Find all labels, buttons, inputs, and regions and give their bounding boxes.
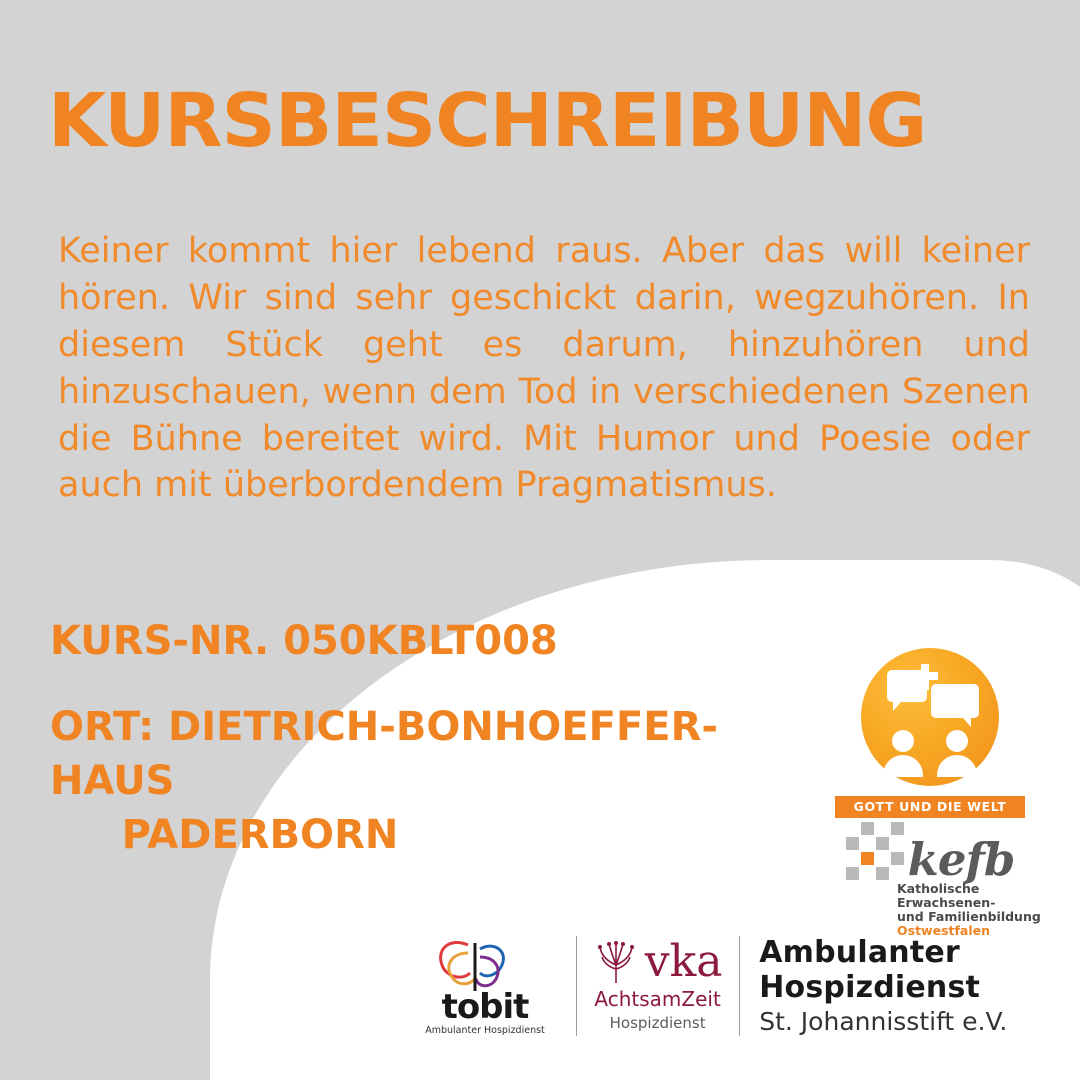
vka-logo	[593, 936, 723, 1032]
course-description: Keiner kommt hier lebend raus. Aber das will keiner hören. Wir sind sehr geschickt darin, wegzuhören. In diesem Stück geht es darum, hinzuhören und hinzuschauen, wenn dem Tod in verschiedenen Szenen die Bühne bereitet wird. Mit Humor und Poesie oder auch mit überbordendem Pragmatismus.	[58, 231, 1030, 506]
vka-subtitle: Hospizdienst	[609, 1014, 706, 1032]
kefb-tagline: GOTT UND DIE WELT	[835, 796, 1025, 818]
kefb-subtitle-line2: und Familienbildung	[897, 909, 1041, 924]
hospizdienst-line2: St. Johannisstift e.V.	[759, 1007, 1008, 1036]
course-number: KURS-NR. 050KBLT008	[50, 618, 558, 664]
divider	[739, 936, 740, 1036]
tobit-wordmark: tobit	[441, 987, 529, 1027]
kefb-subtitle-line1: Katholische Erwachsenen-	[897, 881, 996, 910]
kefb-circle-icon	[861, 648, 999, 786]
course-location	[50, 700, 810, 862]
page-title: KURSBESCHREIBUNG	[48, 78, 927, 164]
vka-name: AchtsamZeit	[594, 987, 721, 1011]
kefb-wordmark: kefb	[907, 832, 1015, 886]
speech-bubble-icon	[887, 670, 927, 702]
tobit-logo	[410, 935, 560, 1036]
kefb-subtitle	[897, 882, 1055, 938]
course-location-line1: ORT: DIETRICH-BONHOEFFER-HAUS	[50, 704, 718, 804]
person-icon	[883, 730, 923, 772]
person-icon	[937, 730, 977, 772]
partner-logos	[410, 935, 1080, 1036]
kefb-region: Ostwestfalen	[897, 923, 991, 938]
speech-bubble-icon	[931, 684, 979, 718]
kefb-logo	[805, 648, 1055, 938]
vka-wordmark: vka	[644, 936, 723, 987]
hospizdienst-logo	[755, 935, 1080, 1036]
tree-icon	[593, 939, 639, 985]
tobit-subtitle: Ambulanter Hospizdienst	[425, 1025, 545, 1036]
hospizdienst-line1: Ambulanter Hospizdienst	[759, 935, 981, 1005]
divider	[576, 936, 577, 1036]
vka-top-row	[593, 936, 723, 987]
course-location-line2: PADERBORN	[121, 812, 399, 858]
butterfly-icon	[410, 935, 560, 1001]
kefb-wordmark-row	[805, 822, 1055, 886]
kefb-squares-icon	[846, 822, 904, 880]
